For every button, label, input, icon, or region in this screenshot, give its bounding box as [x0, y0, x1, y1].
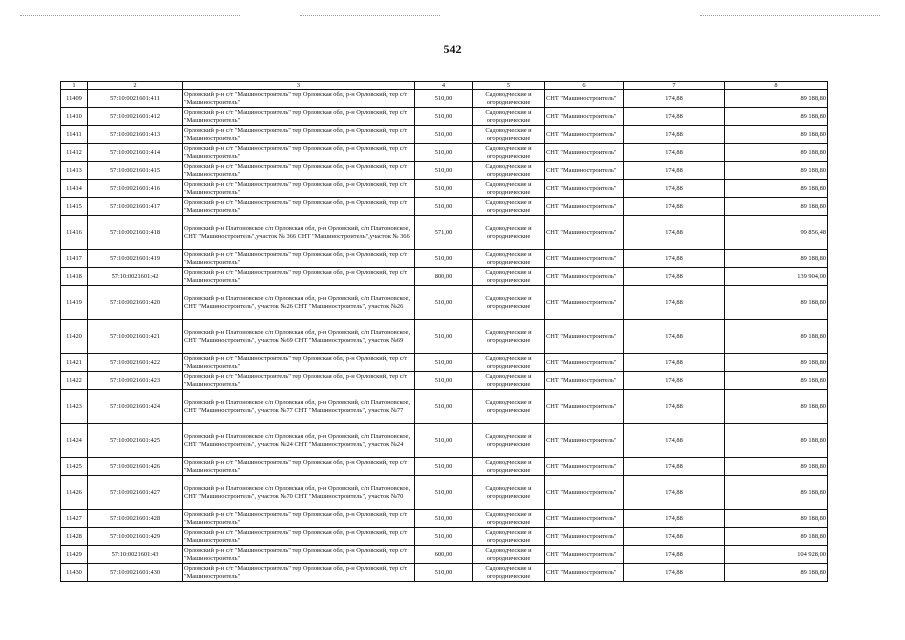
- table-header-row: [61, 82, 828, 90]
- land-use-cell: Садоводческие и огороднические: [473, 198, 545, 216]
- area-cell: 510,00: [415, 510, 473, 528]
- address-cell: Орловский р-н Платоновское с/п Орловская обл, р-н Орловский, с/п Платоновское, СНТ "Машиностроитель", участок №26 СНТ "Машиностроитель", участок №26: [183, 286, 415, 320]
- table-body: [61, 90, 828, 582]
- unit-price-cell: 174,88: [624, 286, 725, 320]
- category-cell: СНТ "Машиностроитель": [545, 286, 624, 320]
- table-row: [61, 390, 828, 424]
- cadastral-number: 57:10:0021601:421: [88, 320, 183, 354]
- land-use-cell: Садоводческие и огороднические: [473, 286, 545, 320]
- category-cell: СНТ "Машиностроитель": [545, 372, 624, 390]
- scan-artifact: [300, 15, 440, 17]
- table-row: [61, 180, 828, 198]
- table-row: [61, 528, 828, 546]
- unit-price-cell: 174,88: [624, 126, 725, 144]
- row-number: 11426: [61, 476, 88, 510]
- cadastral-value-cell: 89 188,80: [725, 144, 828, 162]
- area-cell: 510,00: [415, 320, 473, 354]
- table-row: [61, 216, 828, 250]
- land-use-cell: Садоводческие и огороднические: [473, 144, 545, 162]
- cadastral-number: 57:10:0021601:428: [88, 510, 183, 528]
- cadastral-number: 57:10:0021601:411: [88, 90, 183, 108]
- table-row: [61, 476, 828, 510]
- table-row: [61, 286, 828, 320]
- area-cell: 510,00: [415, 564, 473, 582]
- area-cell: 510,00: [415, 250, 473, 268]
- area-cell: 571,00: [415, 216, 473, 250]
- address-cell: Орловский р-н с/т "Машиностроитель" тер Орловская обл, р-н Орловский, тер с/т "Машиностроитель": [183, 564, 415, 582]
- cadastral-value-cell: 89 188,80: [725, 198, 828, 216]
- land-use-cell: Садоводческие и огороднические: [473, 528, 545, 546]
- unit-price-cell: 174,88: [624, 354, 725, 372]
- scan-artifact: [20, 15, 240, 17]
- land-use-cell: Садоводческие и огороднические: [473, 320, 545, 354]
- cadastral-value-cell: 89 188,80: [725, 564, 828, 582]
- unit-price-cell: 174,88: [624, 198, 725, 216]
- land-use-cell: Садоводческие и огороднические: [473, 180, 545, 198]
- row-number: 11419: [61, 286, 88, 320]
- cadastral-value-cell: 89 188,80: [725, 90, 828, 108]
- table-row: [61, 162, 828, 180]
- page-number: 542: [443, 42, 462, 56]
- row-number: 11418: [61, 268, 88, 286]
- land-use-cell: Садоводческие и огороднические: [473, 268, 545, 286]
- unit-price-cell: 174,88: [624, 476, 725, 510]
- land-use-cell: Садоводческие и огороднические: [473, 162, 545, 180]
- cadastral-number: 57:10:0021601:42: [88, 268, 183, 286]
- category-cell: СНТ "Машиностроитель": [545, 546, 624, 564]
- cadastral-value-cell: 89 188,80: [725, 250, 828, 268]
- column-header: 3: [183, 82, 415, 90]
- column-header: 7: [624, 82, 725, 90]
- cadastral-number: 57:10:0021601:413: [88, 126, 183, 144]
- cadastral-number: 57:10:0021601:427: [88, 476, 183, 510]
- row-number: 11429: [61, 546, 88, 564]
- cadastral-number: 57:10:0021601:416: [88, 180, 183, 198]
- cadastral-value-cell: 139 904,00: [725, 268, 828, 286]
- cadastral-value-cell: 89 188,80: [725, 372, 828, 390]
- row-number: 11410: [61, 108, 88, 126]
- cadastral-number: 57:10:0021601:422: [88, 354, 183, 372]
- address-cell: Орловский р-н с/т "Машиностроитель" тер Орловская обл, р-н Орловский, тер с/т "Машиностроитель": [183, 162, 415, 180]
- column-header: 1: [61, 82, 88, 90]
- category-cell: СНТ "Машиностроитель": [545, 476, 624, 510]
- address-cell: Орловский р-н с/т "Машиностроитель" тер Орловская обл, р-н Орловский, тер с/т "Машиностроитель": [183, 528, 415, 546]
- address-cell: Орловский р-н с/т "Машиностроитель" тер Орловская обл, р-н Орловский, тер с/т "Машиностроитель": [183, 126, 415, 144]
- address-cell: Орловский р-н с/т "Машиностроитель" тер Орловская обл, р-н Орловский, тер с/т "Машиностроитель": [183, 198, 415, 216]
- table-row: [61, 424, 828, 458]
- cadastral-number: 57:10:0021601:43: [88, 546, 183, 564]
- column-header: 4: [415, 82, 473, 90]
- row-number: 11428: [61, 528, 88, 546]
- area-cell: 600,00: [415, 546, 473, 564]
- cadastral-number: 57:10:0021601:414: [88, 144, 183, 162]
- area-cell: 510,00: [415, 126, 473, 144]
- land-use-cell: Садоводческие и огороднические: [473, 90, 545, 108]
- table-row: [61, 198, 828, 216]
- area-cell: 510,00: [415, 180, 473, 198]
- row-number: 11427: [61, 510, 88, 528]
- land-use-cell: Садоводческие и огороднические: [473, 510, 545, 528]
- unit-price-cell: 174,88: [624, 320, 725, 354]
- row-number: 11425: [61, 458, 88, 476]
- cadastral-number: 57:10:0021601:417: [88, 198, 183, 216]
- unit-price-cell: 174,88: [624, 372, 725, 390]
- table-row: [61, 372, 828, 390]
- table-row: [61, 250, 828, 268]
- address-cell: Орловский р-н с/т "Машиностроитель" тер Орловская обл, р-н Орловский, тер с/т "Машиностроитель": [183, 268, 415, 286]
- address-cell: Орловский р-н Платоновское с/п Орловская обл, р-н Орловский, с/п Платоновское, СНТ "Машиностроитель", участок №69 СНТ "Машиностроитель", участок №69: [183, 320, 415, 354]
- area-cell: 510,00: [415, 424, 473, 458]
- address-cell: Орловский р-н с/т "Машиностроитель" тер Орловская обл, р-н Орловский, тер с/т "Машиностроитель": [183, 372, 415, 390]
- table-row: [61, 354, 828, 372]
- unit-price-cell: 174,88: [624, 250, 725, 268]
- category-cell: СНТ "Машиностроитель": [545, 390, 624, 424]
- table-row: [61, 90, 828, 108]
- address-cell: Орловский р-н Платоновское с/п Орловская обл, р-н Орловский, с/п Платоновское, СНТ "Машиностроитель", участок №70 СНТ "Машиностроитель", участок №70: [183, 476, 415, 510]
- cadastral-value-cell: 89 188,80: [725, 458, 828, 476]
- land-use-cell: Садоводческие и огороднические: [473, 372, 545, 390]
- scan-artifact: [700, 15, 880, 17]
- table-row: [61, 510, 828, 528]
- cadastral-number: 57:10:0021601:420: [88, 286, 183, 320]
- address-cell: Орловский р-н Платоновское с/п Орловская обл, р-н Орловский, с/п Платоновское, СНТ "Машиностроитель", участок №24 СНТ "Машиностроитель", участок №24: [183, 424, 415, 458]
- unit-price-cell: 174,88: [624, 458, 725, 476]
- row-number: 11420: [61, 320, 88, 354]
- table-row: [61, 546, 828, 564]
- address-cell: Орловский р-н с/т "Машиностроитель" тер Орловская обл, р-н Орловский, тер с/т "Машиностроитель": [183, 250, 415, 268]
- land-use-cell: Садоводческие и огороднические: [473, 546, 545, 564]
- area-cell: 510,00: [415, 458, 473, 476]
- unit-price-cell: 174,88: [624, 90, 725, 108]
- land-use-cell: Садоводческие и огороднические: [473, 354, 545, 372]
- table-row: [61, 458, 828, 476]
- land-use-cell: Садоводческие и огороднические: [473, 476, 545, 510]
- cadastral-number: 57:10:0021601:415: [88, 162, 183, 180]
- column-header: 2: [88, 82, 183, 90]
- address-cell: Орловский р-н с/т "Машиностроитель" тер Орловская обл, р-н Орловский, тер с/т "Машиностроитель": [183, 108, 415, 126]
- address-cell: Орловский р-н с/т "Машиностроитель" тер Орловская обл, р-н Орловский, тер с/т "Машиностроитель": [183, 354, 415, 372]
- cadastral-value-cell: 89 188,80: [725, 528, 828, 546]
- area-cell: 510,00: [415, 286, 473, 320]
- category-cell: СНТ "Машиностроитель": [545, 528, 624, 546]
- category-cell: СНТ "Машиностроитель": [545, 354, 624, 372]
- unit-price-cell: 174,88: [624, 390, 725, 424]
- address-cell: Орловский р-н с/т "Машиностроитель" тер Орловская обл, р-н Орловский, тер с/т "Машиностроитель": [183, 458, 415, 476]
- category-cell: СНТ "Машиностроитель": [545, 510, 624, 528]
- cadastral-value-cell: 104 928,00: [725, 546, 828, 564]
- table-row: [61, 268, 828, 286]
- cadastral-number: 57:10:0021601:418: [88, 216, 183, 250]
- row-number: 11413: [61, 162, 88, 180]
- land-use-cell: Садоводческие и огороднические: [473, 216, 545, 250]
- table-row: [61, 108, 828, 126]
- category-cell: СНТ "Машиностроитель": [545, 144, 624, 162]
- unit-price-cell: 174,88: [624, 510, 725, 528]
- row-number: 11422: [61, 372, 88, 390]
- category-cell: СНТ "Машиностроитель": [545, 250, 624, 268]
- unit-price-cell: 174,88: [624, 564, 725, 582]
- row-number: 11424: [61, 424, 88, 458]
- category-cell: СНТ "Машиностроитель": [545, 90, 624, 108]
- cadastral-number: 57:10:0021601:412: [88, 108, 183, 126]
- table-row: [61, 126, 828, 144]
- area-cell: 510,00: [415, 108, 473, 126]
- category-cell: СНТ "Машиностроитель": [545, 458, 624, 476]
- cadastral-value-cell: 89 188,80: [725, 180, 828, 198]
- cadastral-value-cell: 89 188,80: [725, 162, 828, 180]
- area-cell: 510,00: [415, 162, 473, 180]
- cadastral-number: 57:10:0021601:430: [88, 564, 183, 582]
- cadastral-value-cell: 89 188,80: [725, 354, 828, 372]
- area-cell: 510,00: [415, 90, 473, 108]
- category-cell: СНТ "Машиностроитель": [545, 180, 624, 198]
- address-cell: Орловский р-н с/т "Машиностроитель" тер Орловская обл, р-н Орловский, тер с/т "Машиностроитель": [183, 546, 415, 564]
- table-row: [61, 320, 828, 354]
- category-cell: СНТ "Машиностроитель": [545, 216, 624, 250]
- unit-price-cell: 174,88: [624, 108, 725, 126]
- category-cell: СНТ "Машиностроитель": [545, 162, 624, 180]
- land-use-cell: Садоводческие и огороднические: [473, 424, 545, 458]
- unit-price-cell: 174,88: [624, 144, 725, 162]
- row-number: 11415: [61, 198, 88, 216]
- row-number: 11417: [61, 250, 88, 268]
- unit-price-cell: 174,88: [624, 180, 725, 198]
- unit-price-cell: 174,88: [624, 424, 725, 458]
- cadastral-number: 57:10:0021601:424: [88, 390, 183, 424]
- land-use-cell: Садоводческие и огороднические: [473, 458, 545, 476]
- category-cell: СНТ "Машиностроитель": [545, 320, 624, 354]
- area-cell: 800,00: [415, 268, 473, 286]
- unit-price-cell: 174,88: [624, 216, 725, 250]
- cadastral-number: 57:10:0021601:423: [88, 372, 183, 390]
- unit-price-cell: 174,88: [624, 528, 725, 546]
- address-cell: Орловский р-н Платоновское с/п Орловская обл, р-н Орловский, с/п Платоновское, СНТ "Машиностроитель", участок №77 СНТ "Машиностроитель", участок №77: [183, 390, 415, 424]
- row-number: 11423: [61, 390, 88, 424]
- area-cell: 510,00: [415, 372, 473, 390]
- cadastral-number: 57:10:0021601:419: [88, 250, 183, 268]
- address-cell: Орловский р-н Платоновское с/п Орловская обл, р-н Орловский, с/п Платоновское, СНТ "Машиностроитель",участок № 366 СНТ "Машиностроитель",участок № 366: [183, 216, 415, 250]
- category-cell: СНТ "Машиностроитель": [545, 198, 624, 216]
- area-cell: 510,00: [415, 144, 473, 162]
- unit-price-cell: 174,88: [624, 546, 725, 564]
- address-cell: Орловский р-н с/т "Машиностроитель" тер Орловская обл, р-н Орловский, тер с/т "Машиностроитель": [183, 144, 415, 162]
- cadastral-value-cell: 89 188,80: [725, 424, 828, 458]
- category-cell: СНТ "Машиностроитель": [545, 126, 624, 144]
- land-use-cell: Садоводческие и огороднические: [473, 390, 545, 424]
- land-use-cell: Садоводческие и огороднические: [473, 250, 545, 268]
- cadastral-value-cell: 89 188,80: [725, 510, 828, 528]
- row-number: 11416: [61, 216, 88, 250]
- cadastral-number: 57:10:0021601:426: [88, 458, 183, 476]
- land-use-cell: Садоводческие и огороднические: [473, 108, 545, 126]
- cadastral-value-cell: 89 188,80: [725, 126, 828, 144]
- cadastral-number: 57:10:0021601:425: [88, 424, 183, 458]
- cadastral-number: 57:10:0021601:429: [88, 528, 183, 546]
- row-number: 11430: [61, 564, 88, 582]
- row-number: 11414: [61, 180, 88, 198]
- address-cell: Орловский р-н с/т "Машиностроитель" тер Орловская обл, р-н Орловский, тер с/т "Машиностроитель": [183, 90, 415, 108]
- row-number: 11411: [61, 126, 88, 144]
- area-cell: 510,00: [415, 354, 473, 372]
- column-header: 6: [545, 82, 624, 90]
- land-plots-table: [60, 81, 828, 582]
- table-row: [61, 144, 828, 162]
- area-cell: 510,00: [415, 528, 473, 546]
- area-cell: 510,00: [415, 476, 473, 510]
- unit-price-cell: 174,88: [624, 162, 725, 180]
- table-row: [61, 564, 828, 582]
- cadastral-value-cell: 89 188,80: [725, 320, 828, 354]
- area-cell: 510,00: [415, 198, 473, 216]
- column-header: 5: [473, 82, 545, 90]
- row-number: 11421: [61, 354, 88, 372]
- land-use-cell: Садоводческие и огороднические: [473, 564, 545, 582]
- cadastral-value-cell: 89 188,80: [725, 390, 828, 424]
- row-number: 11412: [61, 144, 88, 162]
- address-cell: Орловский р-н с/т "Машиностроитель" тер Орловская обл, р-н Орловский, тер с/т "Машиностроитель": [183, 180, 415, 198]
- row-number: 11409: [61, 90, 88, 108]
- category-cell: СНТ "Машиностроитель": [545, 564, 624, 582]
- unit-price-cell: 174,88: [624, 268, 725, 286]
- cadastral-value-cell: 89 188,80: [725, 108, 828, 126]
- area-cell: 510,00: [415, 390, 473, 424]
- address-cell: Орловский р-н с/т "Машиностроитель" тер Орловская обл, р-н Орловский, тер с/т "Машиностроитель": [183, 510, 415, 528]
- column-header: 8: [725, 82, 828, 90]
- land-use-cell: Садоводческие и огороднические: [473, 126, 545, 144]
- cadastral-value-cell: 89 188,80: [725, 476, 828, 510]
- cadastral-value-cell: 99 856,48: [725, 216, 828, 250]
- category-cell: СНТ "Машиностроитель": [545, 424, 624, 458]
- category-cell: СНТ "Машиностроитель": [545, 268, 624, 286]
- cadastral-value-cell: 89 188,80: [725, 286, 828, 320]
- category-cell: СНТ "Машиностроитель": [545, 108, 624, 126]
